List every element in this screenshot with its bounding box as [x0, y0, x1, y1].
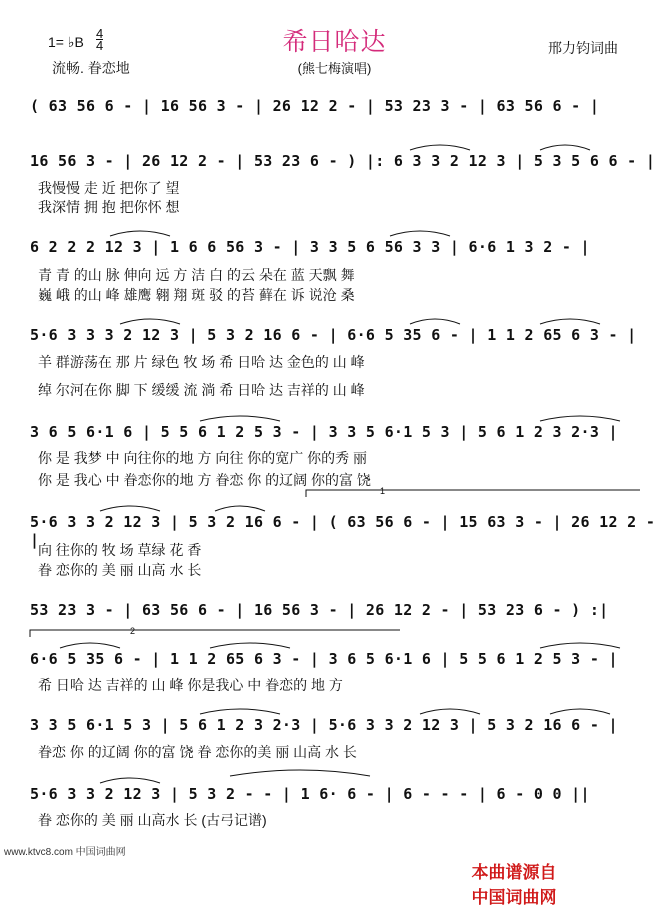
lyric-line-10: 眷 恋你的 美 丽 山高水 长 (古弓记谱) — [38, 812, 267, 828]
slur — [110, 231, 170, 236]
tempo-marking: 流畅. 眷恋地 — [52, 60, 130, 76]
lyric-line-2-verse-1: 我慢慢 走 近 把你了 望 — [38, 180, 180, 196]
slur — [540, 416, 620, 421]
slur — [540, 319, 600, 324]
lyric-line-5-verse-2: 你 是 我心 中 眷恋你的地 方 眷恋 你 的辽阔 你的富 饶 — [38, 472, 371, 488]
meter-top: 4 — [96, 26, 104, 41]
lyric-line-4-verse-1: 羊 群游荡在 那 片 绿色 牧 场 希 日哈 达 金色的 山 峰 — [38, 354, 365, 370]
lyric-line-4-verse-2: 绰 尔河在你 脚 下 缓缓 流 淌 希 日哈 达 吉祥的 山 峰 — [38, 382, 365, 398]
score-line-10: 5·6 3 3 2 12 3 | 5 3 2 - - | 1 6· 6 - | 6 - - - | 6 - 0 0 || — [30, 785, 590, 803]
slur — [390, 231, 450, 236]
score-line-8: 6·6 5 35 6 - | 1 1 2 65 6 3 - | 3 6 5 6·1 6 | 5 5 6 1 2 5 3 - | — [30, 650, 618, 668]
footer-source-label: 本曲谱源自 — [471, 863, 557, 882]
lyric-line-2-verse-2: 我深情 拥 抱 把你怀 想 — [38, 199, 180, 215]
score-line-5: 3 6 5 6·1 6 | 5 5 6 1 2 5 3 - | 3 3 5 6·1 5 3 | 5 6 1 2 3 2·3 | — [30, 423, 618, 441]
footer-source — [462, 838, 556, 908]
lyric-line-6-verse-1: 向 往你的 牧 场 草绿 花 香 — [38, 542, 202, 558]
lyric-line-8: 希 日哈 达 吉祥的 山 峰 你是我心 中 眷恋的 地 方 — [38, 677, 343, 693]
slur — [410, 145, 470, 150]
volta-number: 1 — [380, 486, 386, 496]
score-line-2: 16 56 3 - | 26 12 2 - | 53 23 6 - ) |: 6 3 3 2 12 3 | 5 3 5 6 6 - | — [30, 152, 656, 170]
footer-website: www.ktvc8.com 中国词曲网 — [4, 847, 126, 858]
slur — [210, 643, 290, 648]
slur — [550, 709, 610, 714]
slur — [540, 643, 620, 648]
slur — [215, 506, 265, 511]
lyric-line-3-verse-2: 巍 峨 的山 峰 雄鹰 翱 翔 斑 驳 的苔 藓在 诉 说沧 桑 — [38, 287, 355, 303]
slur — [60, 643, 120, 648]
lyric-line-3-verse-1: 青 青 的山 脉 伸向 远 方 洁 白 的云 朵在 蓝 天飘 舞 — [38, 267, 355, 283]
score-line-7: 53 23 3 - | 63 56 6 - | 16 56 3 - | 26 12 2 - | 53 23 6 - ) :| — [30, 601, 609, 619]
volta-number: 2 — [130, 626, 136, 636]
slur — [200, 416, 280, 421]
slur — [120, 319, 180, 324]
score-line-6: 5·6 3 3 2 12 3 | 5 3 2 16 6 - | ( 63 56 6 - | 15 63 3 - | 26 12 2 - | — [30, 513, 656, 549]
lyric-line-6-verse-2: 眷 恋你的 美 丽 山高 水 长 — [38, 562, 202, 578]
song-title: 希日哈达 — [282, 28, 387, 56]
slur — [420, 709, 480, 714]
lyric-line-9: 眷恋 你 的辽阔 你的富 饶 眷 恋你的美 丽 山高 水 长 — [38, 744, 357, 760]
meter-bottom: 4 — [96, 38, 104, 53]
score-line-3: 6 2 2 2 12 3 | 1 6 6 56 3 - | 3 3 5 6 56 3 3 | 6·6 1 3 2 - | — [30, 238, 590, 256]
slur — [100, 778, 160, 783]
slur — [200, 709, 280, 714]
score-line-1: ( 63 56 6 - | 16 56 3 - | 26 12 2 - | 53 23 3 - | 63 56 6 - | — [30, 97, 600, 115]
slur — [540, 145, 590, 150]
footer-source-site: 中国词曲网 — [471, 888, 557, 907]
volta-bracket — [30, 630, 400, 637]
slur — [100, 506, 160, 511]
key-signature: 1= ♭B — [48, 34, 84, 50]
lyric-line-5-verse-1: 你 是 我梦 中 向往你的地 方 向往 你的宽广 你的秀 丽 — [38, 450, 368, 466]
slur — [230, 770, 370, 776]
score-line-4: 5·6 3 3 3 2 12 3 | 5 3 2 16 6 - | 6·6 5 35 6 - | 1 1 2 65 6 3 - | — [30, 326, 637, 344]
author-credit: 邢力钧词曲 — [548, 40, 618, 56]
slur — [410, 319, 460, 324]
score-line-9: 3 3 5 6·1 5 3 | 5 6 1 2 3 2·3 | 5·6 3 3 2 12 3 | 5 3 2 16 6 - | — [30, 716, 618, 734]
singer-credit: (熊七梅演唱) — [297, 61, 372, 76]
volta-bracket — [306, 490, 640, 497]
